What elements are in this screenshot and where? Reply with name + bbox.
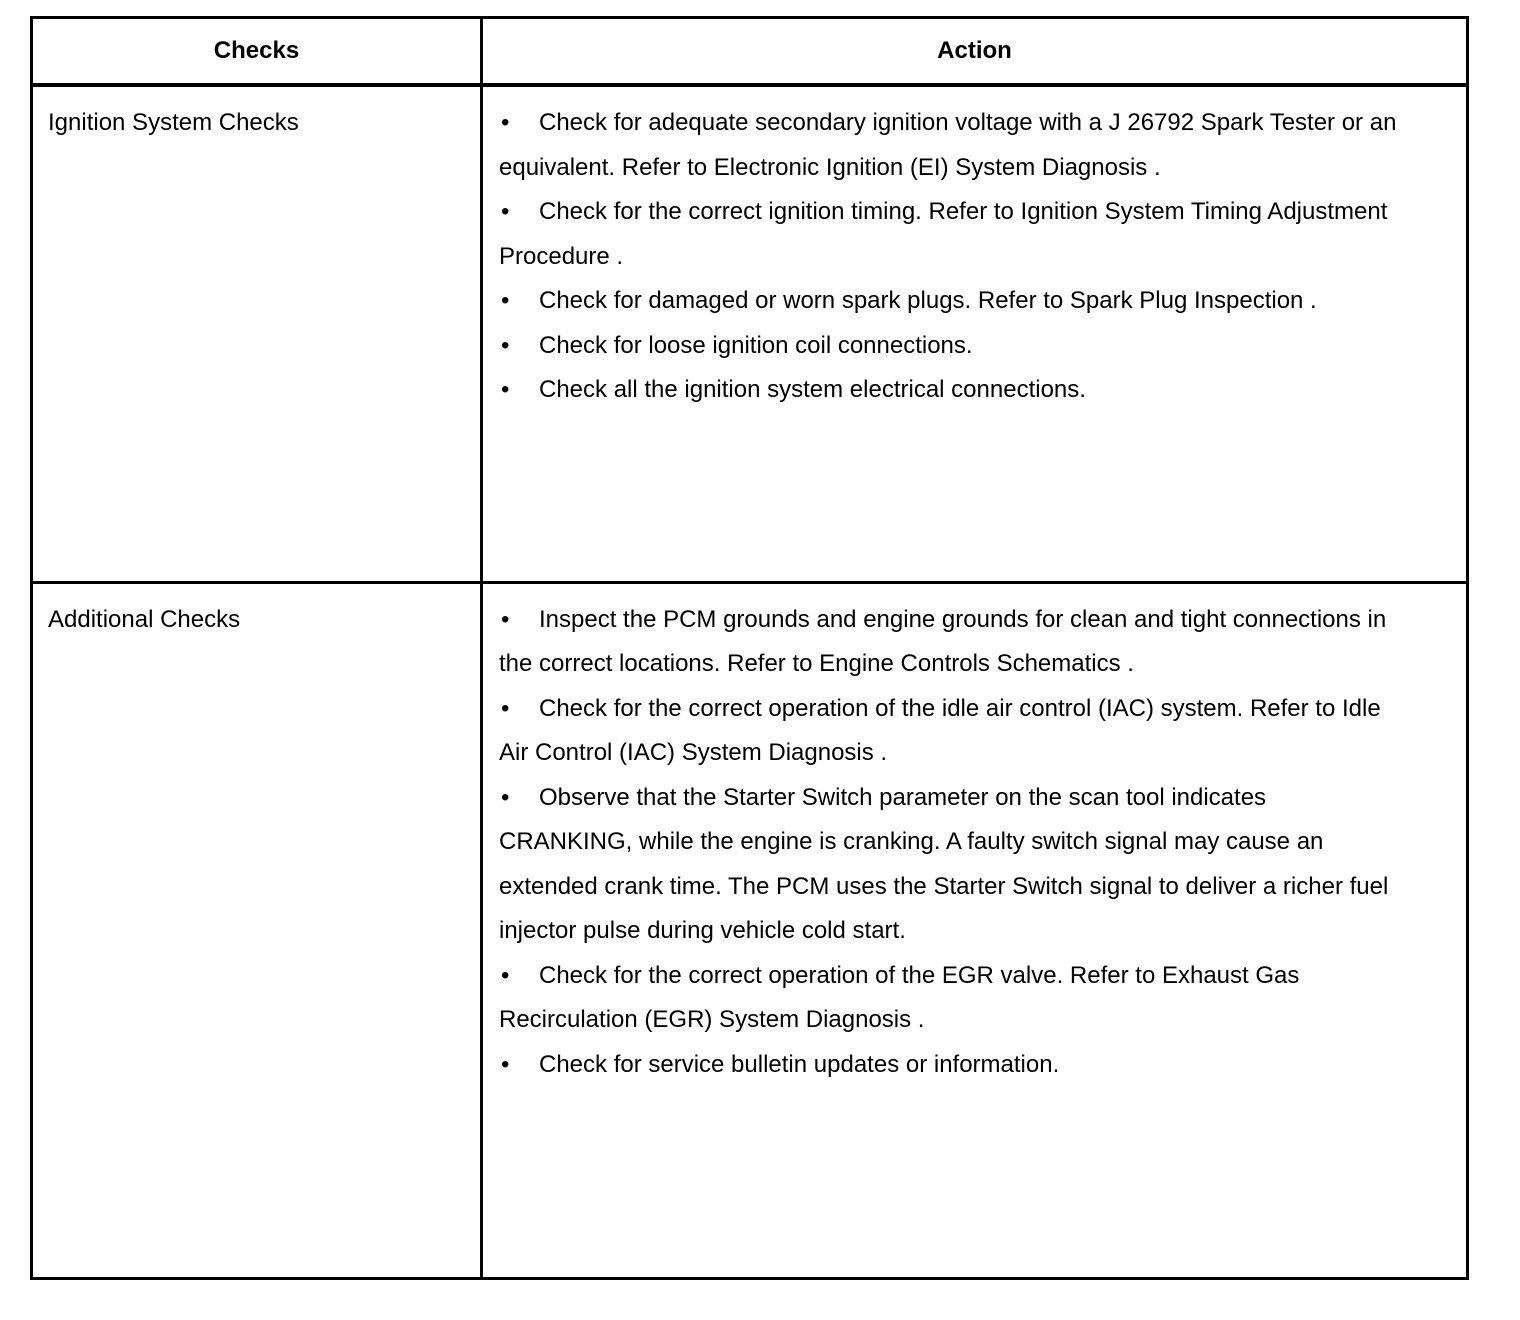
bullet-icon: •: [501, 605, 510, 633]
diagnostic-checks-table: [30, 16, 1469, 1280]
action-item-text: Check for adequate secondary ignition voltage with a J 26792 Spark Tester or an equivalent. Refer to Electronic Ignition (EI) System Diagnosis .: [499, 109, 1397, 181]
action-item: [499, 776, 1406, 954]
action-item: [499, 101, 1406, 190]
checks-column-header: Checks: [32, 18, 482, 86]
action-item: [499, 598, 1406, 687]
action-column-header: Action: [482, 18, 1468, 86]
bullet-icon: •: [501, 109, 510, 136]
action-item-text: Check for damaged or worn spark plugs. Refer to Spark Plug Inspection .: [539, 287, 1317, 314]
bullet-icon: •: [501, 783, 510, 811]
bullet-icon: •: [501, 1050, 510, 1078]
bullet-icon: •: [501, 198, 510, 225]
action-item: [499, 687, 1406, 776]
action-item-text: Check for service bulletin updates or information.: [539, 1050, 1060, 1078]
check-cell: Ignition System Checks: [32, 85, 482, 582]
diagnostic-checks-table-container: [30, 16, 1466, 1280]
bullet-icon: •: [501, 331, 510, 359]
action-cell: [482, 85, 1468, 582]
action-item: [499, 279, 1406, 324]
action-item: [499, 368, 1406, 413]
action-item: [499, 324, 1406, 369]
action-item: [499, 954, 1406, 1043]
bullet-icon: •: [501, 376, 510, 403]
bullet-icon: •: [501, 287, 510, 314]
check-cell: Additional Checks: [32, 582, 482, 1278]
action-cell: [482, 582, 1468, 1278]
action-item-text: Check for the correct operation of the idle air control (IAC) system. Refer to Idle Air Control (IAC) System Diagnosis .: [499, 694, 1381, 766]
action-item: [499, 190, 1406, 279]
table-row-additional-checks: [32, 582, 1468, 1278]
action-item-text: Observe that the Starter Switch parameter on the scan tool indicates CRANKING, while the engine is cranking. A faulty switch signal may cause an extended crank time. The PCM uses the Starter Switch signal to deliver a richer fuel injector pulse during vehicle cold start.: [499, 783, 1389, 944]
action-item: [499, 1043, 1406, 1088]
bullet-icon: •: [501, 694, 510, 722]
bullet-icon: •: [501, 961, 510, 989]
action-item-text: Check for loose ignition coil connections.: [539, 331, 973, 359]
action-item-text: Check all the ignition system electrical connections.: [539, 376, 1086, 403]
table-row-ignition-system-checks: [32, 85, 1468, 582]
action-item-text: Check for the correct operation of the EGR valve. Refer to Exhaust Gas Recirculation (EGR) System Diagnosis .: [499, 961, 1300, 1033]
action-item-text: Inspect the PCM grounds and engine grounds for clean and tight connections in the correct locations. Refer to Engine Controls Schematics .: [499, 605, 1387, 677]
table-header-row: [32, 18, 1468, 86]
action-item-text: Check for the correct ignition timing. Refer to Ignition System Timing Adjustment Procedure .: [499, 198, 1388, 270]
